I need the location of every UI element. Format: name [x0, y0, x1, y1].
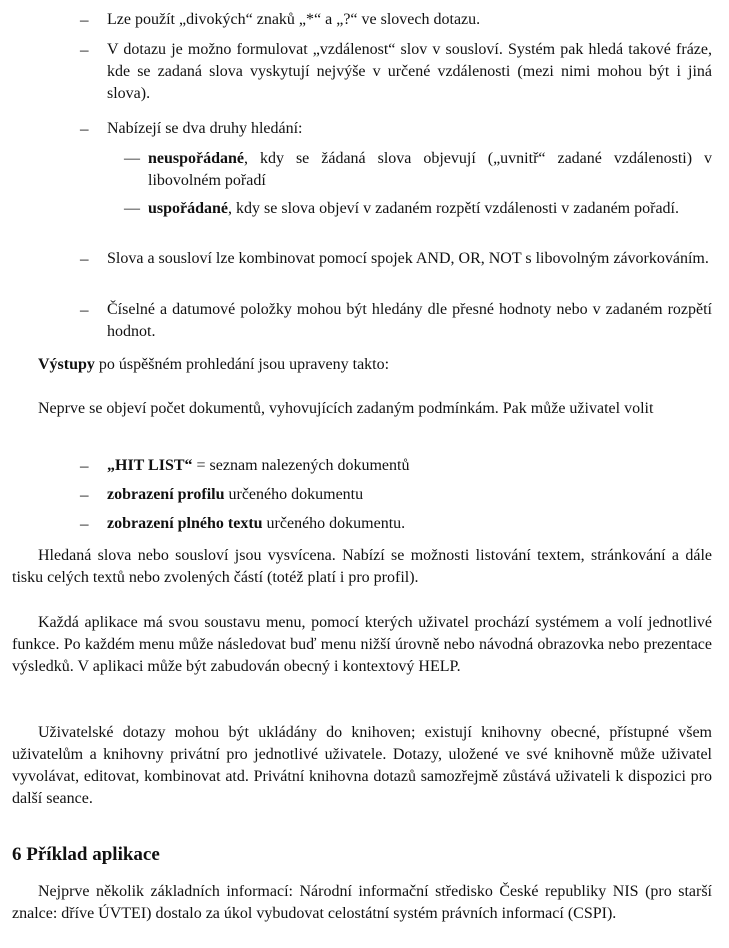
output-item — [107, 455, 712, 477]
output-term: „HIT LIST“ — [107, 457, 193, 474]
bullet-dash: – — [80, 514, 89, 533]
output-desc: = seznam nalezených dokumentů — [192, 457, 410, 474]
body-paragraph: Každá aplikace má svou soustavu menu, pomocí kterých uživatel prochází systémem a volí jednotlivé funkce. Po každém menu může následovat buď menu nižší úrovně nebo návodná obrazovka nebo prezentace výsledků. V aplikaci může být zabudován obecný i kontextový HELP. — [12, 614, 712, 675]
output-item — [107, 513, 712, 535]
output-term: zobrazení plného textu — [107, 515, 263, 532]
output-item — [107, 484, 712, 506]
section-heading: 6 Příklad aplikace — [12, 844, 160, 865]
sub-bullet-dash: — — [124, 150, 140, 167]
term-desc: , kdy se žádaná slova objevují („uvnitř“ zadané vzdálenosti) v libovolném pořadí — [148, 150, 712, 189]
sub-list-item — [148, 198, 712, 220]
vystupy-rest: po úspěšném prohledání jsou upraveny takto: — [94, 356, 390, 373]
bullet-dash: – — [80, 40, 89, 59]
body-paragraph: Hledaná slova nebo sousloví jsou vysvícena. Nabízí se možnosti listování textem, stránkování a dále tisku celých textů nebo zvolených částí (totéž platí i pro profil). — [12, 547, 712, 586]
bullet-dash: – — [80, 456, 89, 475]
output-desc: určeného dokumentu — [224, 486, 364, 503]
output-term: zobrazení profilu — [107, 486, 225, 503]
intro-paragraph: Neprve se objeví počet dokumentů, vyhovujících zadaným podmínkám. Pak může uživatel volit — [38, 400, 654, 417]
bullet-dash: – — [80, 300, 89, 319]
term-bold: uspořádané — [148, 200, 229, 217]
list-item: Slova a sousloví lze kombinovat pomocí spojek AND, OR, NOT s libovolným závorkováním. — [107, 250, 709, 267]
list-item: Lze použít „divokých“ znaků „*“ a „?“ ve slovech dotazu. — [107, 11, 481, 28]
bullet-dash: – — [80, 249, 89, 268]
body-paragraph: Uživatelské dotazy mohou být ukládány do knihoven; existují knihovny obecné, přístupné všem uživatelům a knihovny privátní pro jednotlivé uživatele. Dotazy, uložené ve své knihovně může uživatel vyvolávat, editovat, kombinovat atd. Privátní knihovna dotazů samozřejmě zůstává uživateli k dispozici pro další seance. — [12, 724, 712, 807]
list-item: Číselné a datumové položky mohou být hledány dle přesné hodnoty nebo v zadaném rozpětí hodnot. — [107, 301, 712, 340]
term-bold: neuspořádané — [148, 150, 245, 167]
bullet-dash: – — [80, 485, 89, 504]
vystupy-line — [38, 354, 712, 376]
bullet-dash: – — [80, 10, 89, 29]
bullet-dash: – — [80, 119, 89, 138]
list-item: V dotazu je možno formulovat „vzdálenost“ slov v sousloví. Systém pak hledá takové fráze, kde se zadaná slova vyskytují nejvýše v určené vzdálenosti (mezi nimi mohou být i jiná slova). — [107, 41, 712, 102]
term-desc: , kdy se slova objeví v zadaném rozpětí vzdálenosti v zadaném pořadí. — [228, 200, 679, 217]
vystupy-bold: Výstupy — [38, 356, 95, 373]
sub-bullet-dash: — — [124, 200, 140, 217]
sub-list-item — [148, 148, 712, 192]
output-desc: určeného dokumentu. — [262, 515, 406, 532]
list-item: Nabízejí se dva druhy hledání: — [107, 120, 303, 137]
final-paragraph: Nejprve několik základních informací: Národní informační středisko České republiky NIS (pro starší znalce: dříve ÚVTEI) dostalo za úkol vybudovat celostátní systém právních informací (CSPI). — [12, 883, 712, 922]
